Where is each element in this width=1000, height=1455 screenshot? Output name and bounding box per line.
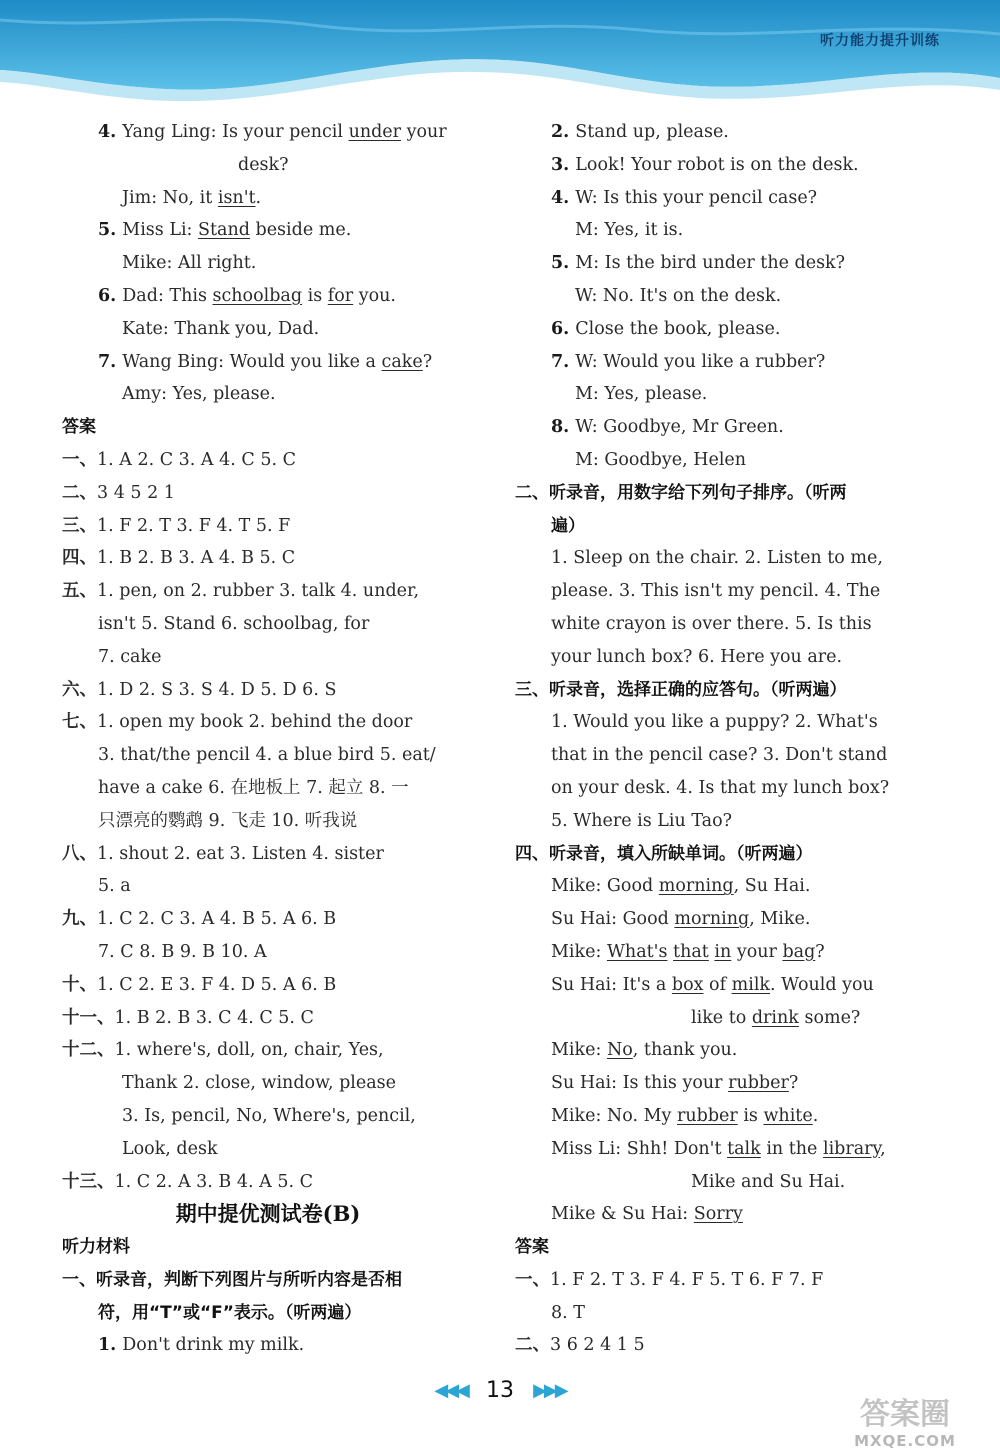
text-segment: Mike: All right. — [122, 253, 257, 274]
text-segment: Miss Li: — [122, 220, 198, 241]
text-line — [515, 838, 927, 871]
filled-answer: library — [822, 1138, 881, 1159]
text-line — [515, 182, 927, 215]
item-number: 5. — [551, 253, 570, 274]
text-line — [515, 575, 927, 608]
text-segment: like to — [691, 1007, 752, 1028]
filled-answer: white — [763, 1105, 813, 1126]
text-line — [62, 378, 474, 411]
text-segment: 8. T — [551, 1302, 585, 1323]
text-line — [515, 674, 927, 707]
text-segment: 1. B 2. B 3. C 4. C 5. C — [114, 1007, 314, 1028]
filled-answer: talk — [727, 1138, 761, 1159]
text-line — [515, 149, 927, 182]
item-number: 4. — [551, 187, 570, 208]
section-label: 十二、 — [62, 1040, 115, 1061]
text-segment: you. — [353, 285, 396, 306]
text-segment: 听录音，用数字给下列句子排序。（听两 — [549, 482, 847, 503]
item-number: 8. — [551, 417, 570, 438]
text-segment: M: Yes, please. — [575, 384, 708, 405]
filled-answer: schoolbag — [212, 285, 303, 306]
text-line — [515, 542, 927, 575]
text-line — [62, 641, 474, 674]
section-label: 七、 — [62, 712, 97, 733]
text-segment: ? — [815, 941, 825, 962]
text-line — [515, 313, 927, 346]
text-line — [515, 969, 927, 1002]
text-line — [515, 1231, 927, 1264]
text-line — [62, 444, 474, 477]
text-line — [62, 608, 474, 641]
text-line — [515, 608, 927, 641]
text-segment: 3. that/the pencil 4. a blue bird 5. eat/ — [98, 745, 436, 766]
filled-answer: morning — [658, 876, 734, 897]
text-segment: Miss Li: Shh! Don't — [551, 1138, 728, 1159]
section-label: 二、 — [515, 482, 549, 503]
text-line — [515, 739, 927, 772]
text-segment: 5. Where is Liu Tao? — [551, 810, 733, 831]
text-segment: of — [703, 974, 732, 995]
text-line — [62, 936, 474, 969]
text-segment: is — [302, 285, 328, 306]
text-line — [62, 969, 474, 1002]
text-line — [515, 641, 927, 674]
text-line — [62, 1002, 474, 1035]
text-line — [515, 1198, 927, 1231]
filled-answer: that — [673, 941, 709, 962]
section-label: 三、 — [515, 679, 549, 700]
item-number: 7. — [98, 351, 117, 372]
text-segment: W: No. It's on the desk. — [575, 285, 782, 306]
text-segment: 答案 — [515, 1237, 549, 1258]
text-line — [515, 116, 927, 149]
right-column — [515, 116, 927, 1362]
text-line — [62, 510, 474, 543]
text-segment: Dad: This — [122, 285, 213, 306]
text-segment: 听录音，选择正确的应答句。（听两遍） — [549, 679, 847, 700]
text-segment: isn't 5. Stand 6. schoolbag, for — [98, 613, 370, 634]
text-segment: 3 6 2 4 1 5 — [550, 1335, 645, 1356]
text-segment: 3. Is, pencil, No, Where's, pencil, — [122, 1105, 416, 1126]
text-segment: 符，用“T”或“F”表示。（听两遍） — [98, 1302, 362, 1323]
text-segment: Look! Your robot is on the desk. — [575, 154, 859, 175]
text-segment: have a cake 6. 在地板上 7. 起立 8. 一 — [98, 777, 409, 798]
text-line — [62, 1133, 474, 1166]
text-line — [62, 1100, 474, 1133]
text-segment: 1. pen, on 2. rubber 3. talk 4. under, — [97, 581, 420, 602]
text-segment: 听力材料 — [62, 1237, 130, 1258]
text-segment: 7. cake — [98, 646, 162, 667]
text-segment: 1. C 2. E 3. F 4. D 5. A 6. B — [97, 974, 337, 995]
text-segment: Kate: Thank you, Dad. — [122, 318, 320, 339]
text-segment: . Would you — [770, 974, 874, 995]
text-line — [515, 214, 927, 247]
text-line — [515, 805, 927, 838]
text-segment: 1. D 2. S 3. S 4. D 5. D 6. S — [97, 679, 337, 700]
text-line — [515, 247, 927, 280]
text-segment: ? — [422, 351, 433, 372]
text-line — [515, 772, 927, 805]
text-line — [62, 149, 474, 182]
section-label: 六、 — [62, 679, 97, 700]
section-label: 八、 — [62, 843, 97, 864]
text-segment: M: Is the bird under the desk? — [575, 253, 846, 274]
section-label: 一、 — [515, 1269, 550, 1290]
text-line — [515, 378, 927, 411]
text-segment: your — [731, 941, 783, 962]
text-segment: 1. Sleep on the chair. 2. Listen to me, — [551, 548, 883, 569]
text-segment: Mike: — [551, 1040, 607, 1061]
text-segment: Wang Bing: Would you like a — [122, 351, 382, 372]
text-segment: 1. F 2. T 3. F 4. T 5. F — [97, 515, 291, 536]
text-segment: 1. A 2. C 3. A 4. C 5. C — [97, 449, 296, 470]
text-segment: beside me. — [249, 220, 352, 241]
text-line — [62, 1198, 474, 1231]
text-line — [62, 805, 474, 838]
section-label: 四、 — [515, 843, 549, 864]
text-line — [62, 870, 474, 903]
text-segment: . — [812, 1105, 819, 1126]
text-segment: , — [880, 1138, 886, 1159]
text-line — [62, 542, 474, 575]
text-line — [62, 313, 474, 346]
text-segment: Su Hai: It's a — [551, 974, 672, 995]
text-line — [62, 903, 474, 936]
filled-answer: What's — [606, 941, 668, 962]
text-segment: Su Hai: Is this your — [551, 1073, 729, 1094]
text-line — [515, 1034, 927, 1067]
section-label: 一、 — [62, 449, 97, 470]
text-line — [515, 444, 927, 477]
text-segment: M: Yes, it is. — [575, 220, 684, 241]
item-number: 4. — [98, 122, 117, 142]
text-segment: W: Goodbye, Mr Green. — [575, 417, 784, 438]
text-line — [515, 870, 927, 903]
series-title: 听力能力提升训练 — [820, 33, 940, 49]
text-line — [62, 411, 474, 444]
text-segment: , thank you. — [632, 1040, 738, 1061]
text-line — [515, 1297, 927, 1330]
text-line — [515, 1067, 927, 1100]
text-segment: 1. shout 2. eat 3. Listen 4. sister — [97, 843, 384, 864]
text-line — [62, 674, 474, 707]
filled-answer: under — [348, 122, 402, 142]
text-segment: Mike: — [551, 941, 607, 962]
prev-arrows-icon: ◀◀◀ — [434, 1380, 467, 1401]
text-segment: Stand up, please. — [575, 122, 729, 142]
item-number: 2. — [551, 122, 570, 142]
text-segment: desk? — [238, 154, 289, 175]
text-line — [515, 903, 927, 936]
text-line — [515, 1264, 927, 1297]
text-segment: . — [255, 187, 262, 208]
text-segment: your — [401, 122, 447, 142]
text-segment: white crayon is over there. 5. Is this — [551, 613, 872, 634]
section-label: 二、 — [515, 1335, 550, 1356]
section-label: 二、 — [62, 482, 97, 503]
text-line — [62, 575, 474, 608]
page-number: 13 — [486, 1378, 514, 1403]
text-segment: , Su Hai. — [733, 876, 811, 897]
text-segment: 遍） — [551, 515, 585, 536]
text-segment: Mike and Su Hai. — [691, 1171, 846, 1192]
filled-answer: rubber — [676, 1105, 738, 1126]
text-line — [515, 706, 927, 739]
text-segment: Don't drink my milk. — [122, 1335, 305, 1356]
text-line — [62, 214, 474, 247]
text-line — [515, 1002, 927, 1035]
text-segment: Jim: No, it — [122, 187, 218, 208]
text-segment: Close the book, please. — [575, 318, 781, 339]
filled-answer: milk — [731, 974, 771, 995]
filled-answer: bag — [782, 941, 816, 962]
text-line — [62, 772, 474, 805]
section-label: 十、 — [62, 974, 97, 995]
text-line — [515, 1166, 927, 1199]
text-line — [62, 182, 474, 215]
text-segment: W: Is this your pencil case? — [575, 187, 818, 208]
section-label: 十三、 — [62, 1171, 115, 1192]
text-line — [62, 280, 474, 313]
filled-answer: cake — [381, 351, 423, 372]
text-line — [515, 411, 927, 444]
text-segment: your lunch box? 6. Here you are. — [551, 646, 843, 667]
text-segment: please. 3. This isn't my pencil. 4. The — [551, 581, 881, 602]
text-segment: 1. Would you like a puppy? 2. What's — [551, 712, 878, 733]
text-segment: Thank 2. close, window, please — [122, 1073, 397, 1094]
section-label: 五、 — [62, 581, 97, 602]
text-segment: Look, desk — [122, 1138, 218, 1159]
text-segment: W: Would you like a rubber? — [575, 351, 826, 372]
text-segment: Yang Ling: Is your pencil — [122, 122, 349, 142]
text-segment: Su Hai: Good — [551, 909, 675, 930]
item-number: 6. — [98, 285, 117, 306]
text-segment: Mike & Su Hai: — [551, 1204, 694, 1225]
filled-answer: rubber — [728, 1073, 789, 1094]
text-line — [62, 838, 474, 871]
text-line — [62, 1329, 474, 1362]
text-segment: 期中提优测试卷(B) — [175, 1201, 361, 1227]
text-segment: Amy: Yes, please. — [122, 384, 276, 405]
item-number: 1. — [98, 1335, 117, 1356]
text-segment: some? — [798, 1007, 861, 1028]
text-segment: is — [737, 1105, 764, 1126]
text-line — [515, 1133, 927, 1166]
text-line — [62, 346, 474, 379]
header-banner — [0, 0, 1000, 110]
text-line — [62, 116, 474, 149]
text-line — [62, 477, 474, 510]
watermark-url: MXQE.COM — [854, 1432, 956, 1450]
filled-answer: for — [327, 285, 354, 306]
filled-answer: isn't — [217, 187, 256, 208]
text-segment: 3 4 5 2 1 — [97, 482, 175, 503]
item-number: 3. — [551, 154, 570, 175]
text-line — [62, 247, 474, 280]
text-segment: 听录音，判断下列图片与所听内容是否相 — [96, 1269, 402, 1290]
text-segment: M: Goodbye, Helen — [575, 449, 747, 470]
text-segment: 听录音，填入所缺单词。（听两遍） — [549, 843, 813, 864]
next-arrows-icon: ▶▶▶ — [533, 1380, 566, 1401]
text-segment: Mike: Good — [551, 876, 659, 897]
text-line — [62, 706, 474, 739]
watermark-logo — [820, 1398, 990, 1450]
text-line — [62, 1231, 474, 1264]
text-line — [515, 280, 927, 313]
text-line — [515, 1100, 927, 1133]
text-line — [62, 1297, 474, 1330]
filled-answer: drink — [751, 1007, 799, 1028]
text-segment: ? — [788, 1073, 799, 1094]
filled-answer: Sorry — [693, 1204, 743, 1225]
wave-banner-graphic — [0, 0, 1000, 110]
text-line — [62, 1034, 474, 1067]
text-line — [515, 1329, 927, 1362]
text-segment: 7. C 8. B 9. B 10. A — [98, 941, 267, 962]
filled-answer: No — [606, 1040, 633, 1061]
text-segment: 1. where's, doll, on, chair, Yes, — [114, 1040, 384, 1061]
text-line — [62, 739, 474, 772]
filled-answer: in — [714, 941, 732, 962]
text-line — [62, 1166, 474, 1199]
text-line — [62, 1067, 474, 1100]
filled-answer: box — [671, 974, 704, 995]
text-segment: that in the pencil case? 3. Don't stand — [551, 745, 888, 766]
text-segment: on your desk. 4. Is that my lunch box? — [551, 777, 890, 798]
item-number: 6. — [551, 318, 570, 339]
section-label: 十一、 — [62, 1007, 115, 1028]
watermark-text: 答案圈 — [860, 1397, 950, 1432]
filled-answer: Stand — [198, 220, 250, 241]
left-column — [62, 116, 474, 1362]
text-segment: Mike: No. My — [551, 1105, 677, 1126]
section-label: 三、 — [62, 515, 97, 536]
text-line — [515, 346, 927, 379]
filled-answer: morning — [674, 909, 750, 930]
text-segment: 1. open my book 2. behind the door — [97, 712, 413, 733]
text-segment: 1. F 2. T 3. F 4. F 5. T 6. F 7. F — [550, 1269, 824, 1290]
text-segment: 只漂亮的鹦鹉 9. 飞走 10. 听我说 — [98, 810, 358, 831]
text-line — [515, 936, 927, 969]
text-segment: 答案 — [62, 417, 96, 438]
text-line — [62, 1264, 474, 1297]
text-segment: , Mike. — [749, 909, 811, 930]
item-number: 7. — [551, 351, 570, 372]
text-segment: 1. C 2. A 3. B 4. A 5. C — [114, 1171, 313, 1192]
item-number: 5. — [98, 220, 117, 241]
section-label: 一、 — [62, 1269, 96, 1290]
text-segment: 1. C 2. C 3. A 4. B 5. A 6. B — [97, 909, 337, 930]
text-segment: 1. B 2. B 3. A 4. B 5. C — [97, 548, 296, 569]
text-line — [515, 477, 927, 510]
section-label: 九、 — [62, 909, 97, 930]
text-segment: 5. a — [98, 876, 131, 897]
section-label: 四、 — [62, 548, 97, 569]
text-segment: in the — [760, 1138, 823, 1159]
text-line — [515, 510, 927, 543]
